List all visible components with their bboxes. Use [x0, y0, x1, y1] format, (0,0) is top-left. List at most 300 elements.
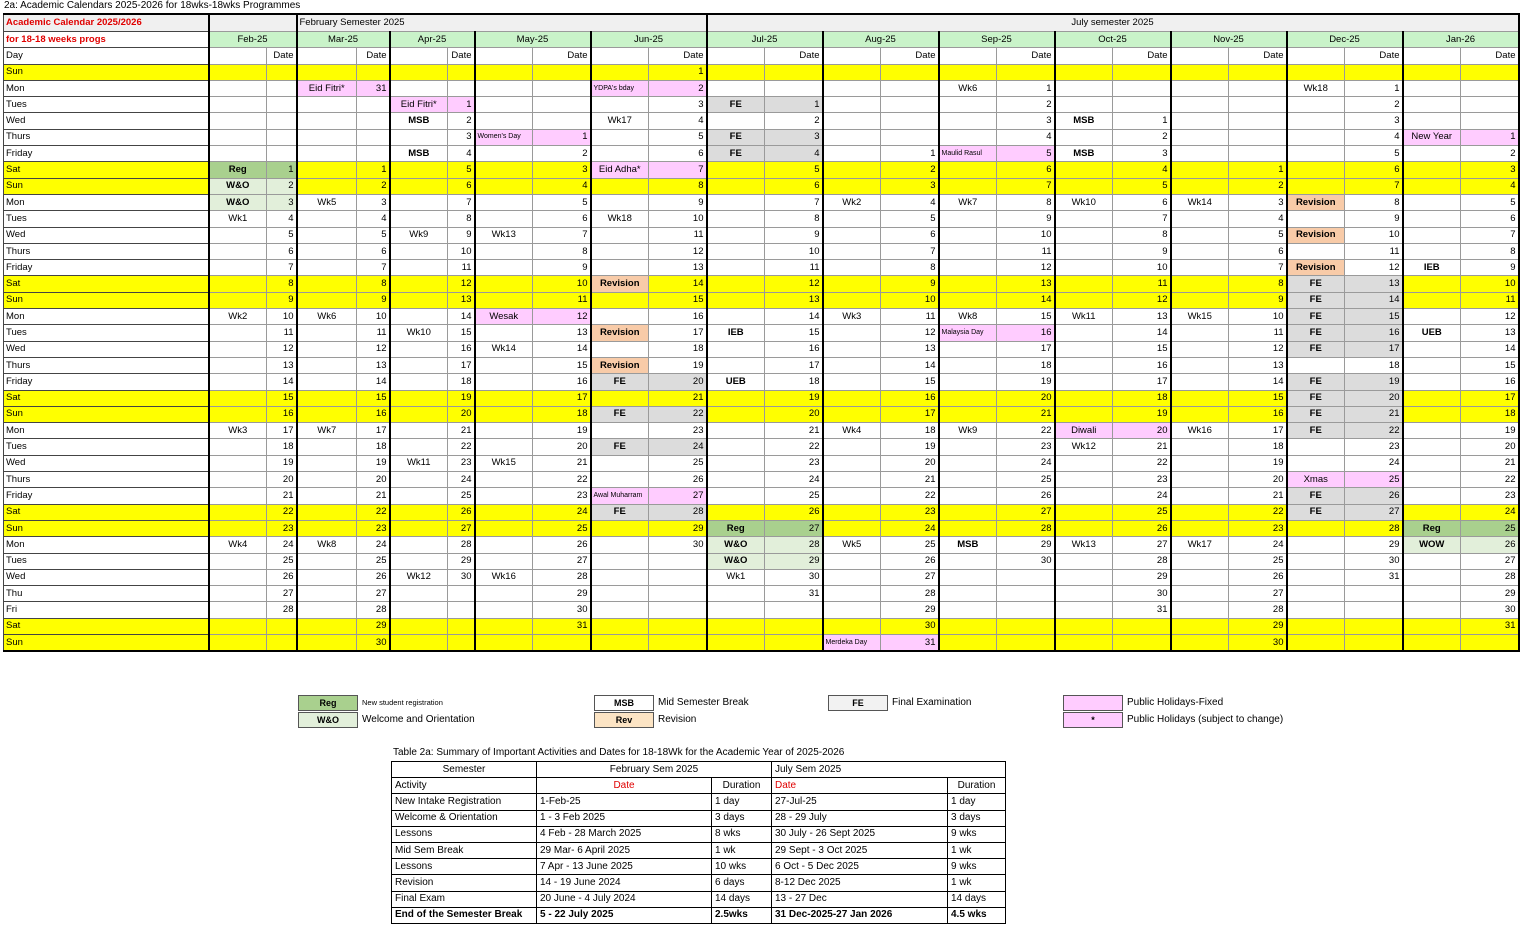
date-cell: 16: [533, 374, 591, 390]
date-cell: [1345, 602, 1403, 618]
date-cell: 28: [1461, 569, 1519, 585]
date-cell: 6: [357, 243, 390, 259]
calendar-row: [4, 309, 1519, 325]
date-cell: [881, 80, 939, 96]
date-cell: 9: [765, 227, 823, 243]
date-cell: 25: [448, 488, 475, 504]
calendar-row: [4, 390, 1519, 406]
event-cell: [591, 586, 649, 602]
date-cell: 20: [533, 439, 591, 455]
date-cell: 21: [649, 390, 707, 406]
event-cell: Wk4: [823, 423, 881, 439]
date-cell: 18: [267, 439, 297, 455]
date-cell: 18: [533, 406, 591, 422]
event-cell: [475, 618, 533, 634]
event-cell: [823, 341, 881, 357]
date-cell: 18: [448, 374, 475, 390]
event-cell: [390, 439, 448, 455]
date-cell: 2: [1229, 178, 1287, 194]
event-cell: [1171, 211, 1229, 227]
date-cell: 22: [357, 504, 390, 520]
event-cell: [1403, 80, 1461, 96]
date-cell: 11: [997, 243, 1055, 259]
date-cell: [997, 64, 1055, 80]
event-cell: [1171, 80, 1229, 96]
event-cell: [297, 276, 357, 292]
legend-label: Welcome and Orientation: [362, 714, 475, 725]
event-cell: W&O: [209, 194, 267, 210]
event-cell: [1403, 390, 1461, 406]
event-column-header: [209, 48, 267, 64]
date-cell: 27: [649, 488, 707, 504]
event-cell: Wk12: [390, 569, 448, 585]
date-cell: 4: [997, 129, 1055, 145]
date-cell: 13: [765, 292, 823, 308]
event-cell: [591, 569, 649, 585]
calendar-row: [4, 341, 1519, 357]
event-cell: [823, 97, 881, 113]
date-cell: 19: [1461, 423, 1519, 439]
event-cell: Wk3: [209, 423, 267, 439]
summary-jul-dur: 9 wks: [948, 859, 1006, 875]
date-cell: 20: [267, 472, 297, 488]
date-cell: [997, 602, 1055, 618]
date-cell: 7: [1461, 227, 1519, 243]
event-cell: [823, 618, 881, 634]
event-cell: [1287, 520, 1345, 536]
event-cell: [707, 113, 765, 129]
calendar-row: [4, 569, 1519, 585]
date-cell: 11: [1461, 292, 1519, 308]
date-cell: 22: [881, 488, 939, 504]
date-cell: 7: [533, 227, 591, 243]
legend-swatch: W&O: [298, 712, 358, 728]
legend-label: Mid Semester Break: [658, 697, 749, 708]
event-cell: [591, 602, 649, 618]
date-cell: [1113, 634, 1171, 651]
day-label: Mon: [4, 80, 209, 96]
event-cell: FE: [1287, 309, 1345, 325]
date-cell: 12: [997, 260, 1055, 276]
date-cell: 30: [765, 569, 823, 585]
event-cell: [591, 64, 649, 80]
event-cell: [475, 146, 533, 162]
event-cell: [939, 341, 997, 357]
summary-jul-date: 29 Sept - 3 Oct 2025: [772, 842, 948, 858]
event-cell: [1287, 553, 1345, 569]
date-cell: 28: [765, 537, 823, 553]
date-cell: 17: [997, 341, 1055, 357]
date-cell: [357, 113, 390, 129]
summary-feb-dur: 6 days: [712, 875, 772, 891]
date-cell: 27: [357, 586, 390, 602]
event-cell: [591, 227, 649, 243]
day-label: Thurs: [4, 129, 209, 145]
date-cell: 30: [1229, 634, 1287, 651]
event-cell: [707, 488, 765, 504]
event-cell: Wk5: [823, 537, 881, 553]
event-cell: [1171, 520, 1229, 536]
event-cell: [390, 406, 448, 422]
event-cell: [1403, 586, 1461, 602]
date-cell: 30: [357, 634, 390, 651]
event-cell: [390, 504, 448, 520]
date-cell: [1229, 113, 1287, 129]
event-cell: [1171, 260, 1229, 276]
legend-swatch: Rev: [594, 712, 654, 728]
date-cell: 22: [267, 504, 297, 520]
event-cell: Eid Fitri*: [390, 97, 448, 113]
event-cell: Awal Muharram: [591, 488, 649, 504]
event-cell: [475, 211, 533, 227]
date-cell: 17: [765, 357, 823, 373]
date-cell: 11: [881, 309, 939, 325]
date-cell: 7: [765, 194, 823, 210]
event-cell: [297, 64, 357, 80]
date-cell: 2: [1461, 146, 1519, 162]
date-cell: 15: [881, 374, 939, 390]
date-cell: 18: [881, 423, 939, 439]
date-cell: 30: [997, 553, 1055, 569]
date-cell: 4: [1461, 178, 1519, 194]
date-cell: 16: [997, 325, 1055, 341]
summary-feb-date: 5 - 22 July 2025: [537, 907, 712, 923]
calendar-row: [4, 504, 1519, 520]
event-cell: [707, 64, 765, 80]
event-cell: [1055, 618, 1113, 634]
event-cell: [1055, 569, 1113, 585]
summary-activity: Mid Sem Break: [392, 842, 537, 858]
event-cell: [1171, 553, 1229, 569]
date-cell: [649, 553, 707, 569]
date-cell: 22: [1345, 423, 1403, 439]
event-cell: [390, 243, 448, 259]
date-cell: 26: [997, 488, 1055, 504]
date-cell: [267, 113, 297, 129]
event-cell: Wk11: [1055, 309, 1113, 325]
summary-jul-dur: 14 days: [948, 891, 1006, 907]
date-cell: 1: [765, 97, 823, 113]
date-cell: 1: [881, 146, 939, 162]
date-cell: 6: [881, 227, 939, 243]
event-cell: [1403, 618, 1461, 634]
event-cell: [707, 341, 765, 357]
summary-activity: Revision: [392, 875, 537, 891]
date-cell: 20: [1345, 390, 1403, 406]
event-cell: [1403, 162, 1461, 178]
day-label: Thu: [4, 586, 209, 602]
event-cell: [1403, 406, 1461, 422]
date-cell: [267, 97, 297, 113]
date-cell: 13: [1229, 357, 1287, 373]
date-cell: 15: [1345, 309, 1403, 325]
event-column-header: [475, 48, 533, 64]
event-cell: [1171, 439, 1229, 455]
event-cell: [297, 455, 357, 471]
date-cell: 21: [765, 423, 823, 439]
date-cell: 18: [1345, 357, 1403, 373]
date-cell: [533, 64, 591, 80]
day-label: Tues: [4, 211, 209, 227]
event-cell: [823, 520, 881, 536]
summary-table: [391, 761, 1006, 924]
date-cell: [267, 80, 297, 96]
event-cell: [1403, 194, 1461, 210]
event-cell: [209, 488, 267, 504]
date-cell: 23: [1229, 520, 1287, 536]
date-cell: 22: [765, 439, 823, 455]
date-cell: 8: [997, 194, 1055, 210]
date-cell: 20: [649, 374, 707, 390]
legend-swatch: *: [1063, 712, 1123, 728]
date-cell: 29: [765, 553, 823, 569]
event-cell: [1171, 178, 1229, 194]
event-cell: [939, 374, 997, 390]
date-cell: 11: [1113, 276, 1171, 292]
event-cell: [591, 553, 649, 569]
event-cell: [209, 260, 267, 276]
date-cell: 26: [448, 504, 475, 520]
date-cell: 14: [1345, 292, 1403, 308]
event-cell: [475, 276, 533, 292]
date-cell: 11: [649, 227, 707, 243]
event-cell: [1055, 488, 1113, 504]
summary-jul-dur: 4.5 wks: [948, 907, 1006, 923]
event-cell: FE: [707, 146, 765, 162]
date-cell: 9: [1229, 292, 1287, 308]
event-cell: Reg: [1403, 520, 1461, 536]
date-cell: 19: [997, 374, 1055, 390]
activity-header: Activity: [392, 778, 537, 794]
date-cell: [765, 602, 823, 618]
event-cell: [939, 634, 997, 651]
event-cell: Revision: [1287, 194, 1345, 210]
event-cell: [1055, 553, 1113, 569]
event-cell: [297, 488, 357, 504]
event-cell: [209, 618, 267, 634]
date-cell: 12: [649, 243, 707, 259]
event-cell: [475, 472, 533, 488]
date-cell: 28: [1113, 553, 1171, 569]
event-cell: [209, 97, 267, 113]
date-cell: 17: [357, 423, 390, 439]
date-cell: 10: [997, 227, 1055, 243]
event-cell: [707, 439, 765, 455]
event-cell: [475, 488, 533, 504]
summary-jul-date: 30 July - 26 Sept 2025: [772, 826, 948, 842]
date-cell: 12: [1461, 309, 1519, 325]
event-cell: [475, 439, 533, 455]
event-cell: [209, 129, 267, 145]
date-cell: 23: [881, 504, 939, 520]
event-cell: Wk18: [591, 211, 649, 227]
event-cell: [297, 390, 357, 406]
event-cell: [390, 80, 448, 96]
date-cell: [357, 64, 390, 80]
event-cell: [1055, 325, 1113, 341]
date-cell: 23: [997, 439, 1055, 455]
event-cell: [1287, 64, 1345, 80]
event-cell: [209, 243, 267, 259]
date-cell: 17: [267, 423, 297, 439]
event-column-header: [1171, 48, 1229, 64]
event-cell: [1171, 292, 1229, 308]
event-cell: Women's Day: [475, 129, 533, 145]
event-cell: Wk17: [591, 113, 649, 129]
event-cell: [1055, 374, 1113, 390]
event-cell: Revision: [591, 276, 649, 292]
event-cell: [1403, 276, 1461, 292]
date-cell: 21: [267, 488, 297, 504]
calendar-row: [4, 243, 1519, 259]
date-cell: 7: [357, 260, 390, 276]
summary-jul-date: 8-12 Dec 2025: [772, 875, 948, 891]
date-cell: 21: [533, 455, 591, 471]
date-cell: 27: [533, 553, 591, 569]
date-cell: 24: [1229, 537, 1287, 553]
date-cell: 3: [357, 194, 390, 210]
event-cell: [1055, 276, 1113, 292]
event-cell: [823, 129, 881, 145]
summary-feb-dur: 8 wks: [712, 826, 772, 842]
event-cell: [297, 341, 357, 357]
date-cell: 24: [765, 472, 823, 488]
month-header: Nov-25: [1171, 32, 1287, 48]
date-cell: [448, 80, 475, 96]
event-cell: [1403, 146, 1461, 162]
date-cell: 13: [533, 325, 591, 341]
event-cell: Wk6: [297, 309, 357, 325]
date-cell: 12: [1229, 341, 1287, 357]
date-cell: 4: [1229, 211, 1287, 227]
event-cell: Wk17: [1171, 537, 1229, 553]
event-cell: Wk10: [1055, 194, 1113, 210]
event-cell: [1171, 341, 1229, 357]
event-cell: [297, 406, 357, 422]
date-cell: 13: [357, 357, 390, 373]
event-cell: [1055, 97, 1113, 113]
event-cell: Wk7: [939, 194, 997, 210]
feb-sem-header: February Sem 2025: [537, 762, 772, 778]
event-cell: [707, 602, 765, 618]
date-column-header: Date: [881, 48, 939, 64]
legend-item-ph-variable: [1063, 711, 1283, 728]
event-cell: [209, 520, 267, 536]
event-cell: Wk6: [939, 80, 997, 96]
date-cell: [1345, 618, 1403, 634]
feb-semester-label: February Semester 2025: [297, 14, 707, 32]
date-cell: [533, 113, 591, 129]
event-cell: [1403, 634, 1461, 651]
date-cell: 26: [267, 569, 297, 585]
month-header: Sep-25: [939, 32, 1055, 48]
legend-item-rev: [594, 711, 696, 728]
month-header: May-25: [475, 32, 591, 48]
date-cell: 15: [1461, 357, 1519, 373]
day-label: Wed: [4, 341, 209, 357]
event-cell: FE: [591, 406, 649, 422]
event-cell: [209, 569, 267, 585]
event-cell: [1403, 569, 1461, 585]
event-cell: [390, 211, 448, 227]
event-cell: [475, 64, 533, 80]
summary-row: [392, 794, 1006, 810]
date-cell: 16: [267, 406, 297, 422]
event-cell: [297, 602, 357, 618]
event-cell: [939, 129, 997, 145]
date-cell: 23: [765, 455, 823, 471]
event-cell: [390, 423, 448, 439]
event-cell: [707, 586, 765, 602]
date-cell: [997, 634, 1055, 651]
event-cell: UEB: [1403, 325, 1461, 341]
event-cell: [475, 260, 533, 276]
date-cell: 30: [1461, 602, 1519, 618]
date-cell: 20: [1461, 439, 1519, 455]
date-cell: 7: [1113, 211, 1171, 227]
day-label: Sun: [4, 64, 209, 80]
date-cell: [448, 618, 475, 634]
summary-title: Table 2a: Summary of Important Activities and Dates for 18-18Wk for the Academic Year of 2025-2026: [393, 747, 845, 758]
day-label: Friday: [4, 374, 209, 390]
day-label: Friday: [4, 488, 209, 504]
event-cell: [823, 553, 881, 569]
date-cell: 17: [1113, 374, 1171, 390]
date-cell: 2: [881, 162, 939, 178]
event-cell: [591, 634, 649, 651]
event-cell: Wk15: [1171, 309, 1229, 325]
summary-row: [392, 826, 1006, 842]
event-column-header: [1287, 48, 1345, 64]
legend-item-wo: [298, 711, 475, 728]
date-cell: 29: [1113, 569, 1171, 585]
date-cell: 14: [1229, 374, 1287, 390]
date-cell: 11: [1345, 243, 1403, 259]
date-cell: 30: [1113, 586, 1171, 602]
legend-swatch: [1063, 695, 1123, 711]
event-cell: [475, 537, 533, 553]
event-cell: Wk5: [297, 194, 357, 210]
calendar-row: [4, 406, 1519, 422]
event-cell: [939, 162, 997, 178]
event-cell: [707, 634, 765, 651]
page-title: 2a: Academic Calendars 2025-2026 for 18wks-18wks Programmes: [4, 0, 301, 11]
date-cell: 29: [1229, 618, 1287, 634]
event-cell: [939, 504, 997, 520]
date-cell: 19: [1345, 374, 1403, 390]
date-cell: 31: [1113, 602, 1171, 618]
date-cell: 21: [1345, 406, 1403, 422]
date-cell: 6: [1461, 211, 1519, 227]
date-column-header: Date: [997, 48, 1055, 64]
date-cell: 18: [357, 439, 390, 455]
event-cell: [823, 325, 881, 341]
event-cell: Wk8: [297, 537, 357, 553]
date-cell: 29: [649, 520, 707, 536]
event-cell: [297, 325, 357, 341]
date-cell: 31: [357, 80, 390, 96]
month-header: Feb-25: [209, 32, 297, 48]
event-cell: [1055, 64, 1113, 80]
event-cell: [297, 553, 357, 569]
date-cell: 29: [533, 586, 591, 602]
month-header: Jan-26: [1403, 32, 1519, 48]
event-cell: [1171, 243, 1229, 259]
date-cell: [881, 97, 939, 113]
event-cell: FE: [591, 504, 649, 520]
event-cell: MSB: [390, 146, 448, 162]
date-cell: 8: [357, 276, 390, 292]
